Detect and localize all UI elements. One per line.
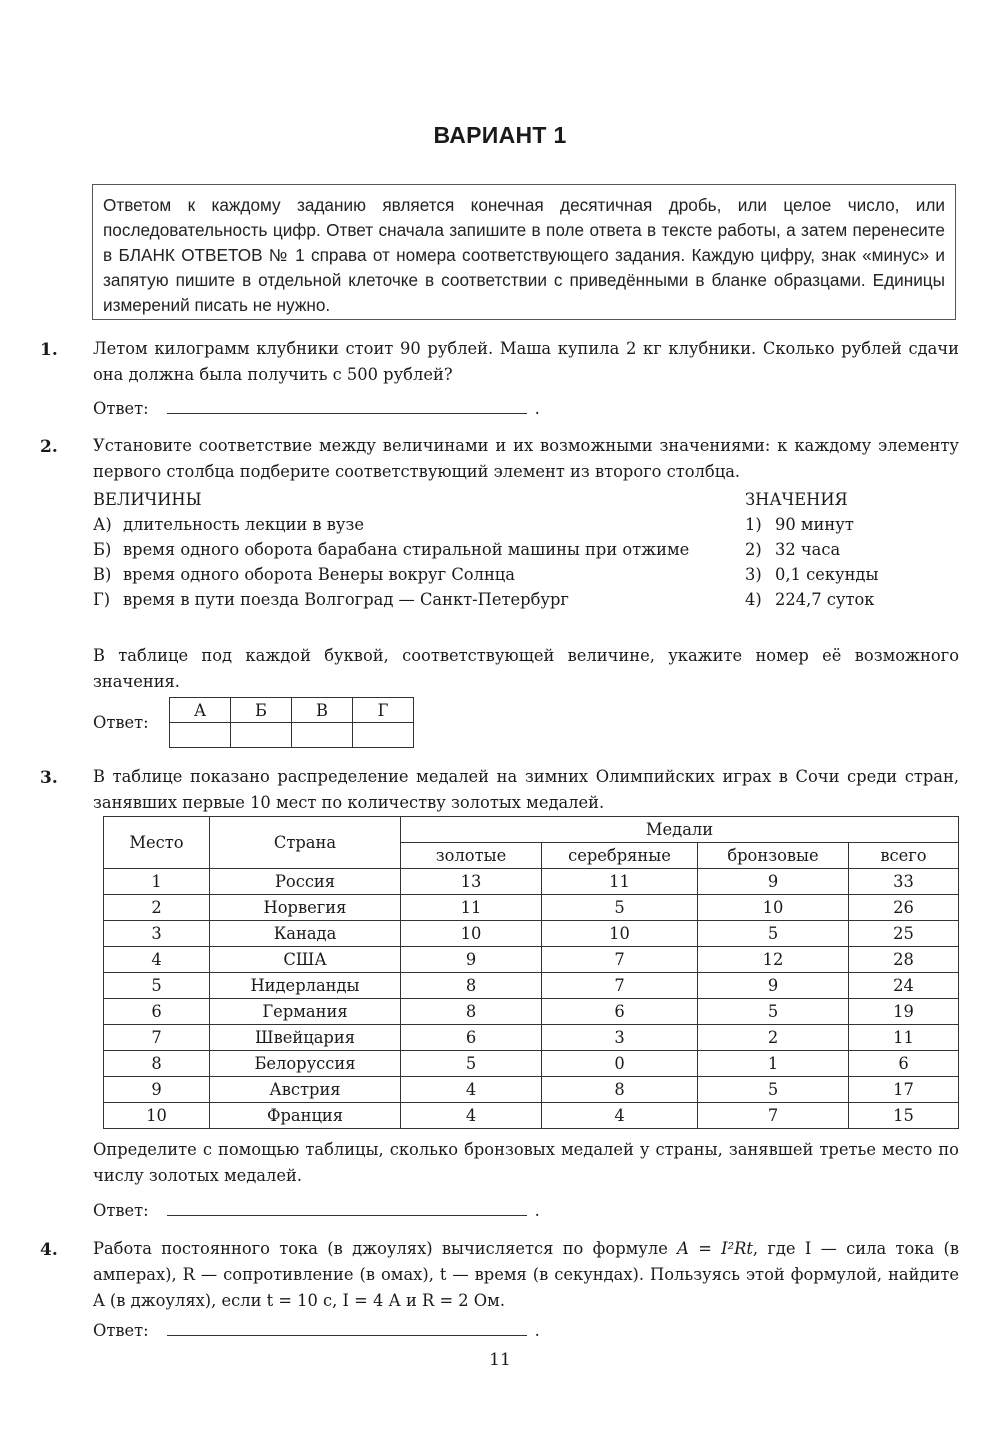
answer-letter-v: В <box>292 698 353 723</box>
page-title: ВАРИАНТ 1 <box>433 122 567 148</box>
question-number: 2. <box>40 437 58 457</box>
answer-cell-a[interactable] <box>170 723 231 748</box>
value-item: 3) 0,1 секунды <box>745 565 879 584</box>
question-text: Летом килограмм клубники стоит 90 рублей. Маша купила 2 кг клубники. Сколько рублей сдачи она должна была получить с 500 рублей? <box>93 339 959 384</box>
header-silver: серебряные <box>542 843 698 869</box>
table-row: 3 Канада 10 10 5 25 <box>104 921 959 947</box>
quantity-item: Г) время в пути поезда Волгоград — Санкт-Петербург <box>93 590 569 609</box>
answer-blank[interactable] <box>167 1321 527 1336</box>
answer-cell-v[interactable] <box>292 723 353 748</box>
answer-letter-b: Б <box>231 698 292 723</box>
table-row: 4 США 9 7 12 28 <box>104 947 959 973</box>
table-row: 8 Белоруссия 5 0 1 6 <box>104 1051 959 1077</box>
answer-blank[interactable] <box>167 1201 527 1216</box>
table-row: 10 Франция 4 4 7 15 <box>104 1103 959 1129</box>
table-row: 2 Норвегия 11 5 10 26 <box>104 895 959 921</box>
answer-field[interactable]: Ответ: . <box>93 1201 540 1220</box>
quantity-item: В) время одного оборота Венеры вокруг Солнца <box>93 565 515 584</box>
table-row: 7 Швейцария 6 3 2 11 <box>104 1025 959 1051</box>
table-row: 6 Германия 8 6 5 19 <box>104 999 959 1025</box>
answer-label: Ответ: <box>93 1321 149 1340</box>
table-row: 1 Россия 13 11 9 33 <box>104 869 959 895</box>
header-country: Страна <box>210 817 401 869</box>
instructions-box: Ответом к каждому заданию является конечная десятичная дробь, или целое число, или последовательность цифр. Ответ сначала запишите в поле ответа в тексте работы, а затем перенесите в БЛАНК ОТВЕТОВ № 1 справа от номера соответствующего задания. Каждую цифру, знак «минус» и запятую пишите в отдельной клеточке в соответствии с приведёнными в бланке образцами. Единицы измерений писать не нужно. <box>92 184 956 320</box>
question-text: Определите с помощью таблицы, сколько бронзовых медалей у страны, занявшей третье место по числу золотых медалей. <box>93 1140 959 1185</box>
value-item: 1) 90 минут <box>745 515 854 534</box>
header-gold: золотые <box>401 843 542 869</box>
formula: A = I²Rt <box>677 1239 753 1258</box>
answer-label: Ответ: <box>93 399 149 418</box>
answer-cell-b[interactable] <box>231 723 292 748</box>
header-total: всего <box>849 843 959 869</box>
table-row: 9 Австрия 4 8 5 17 <box>104 1077 959 1103</box>
value-item: 4) 224,7 суток <box>745 590 875 609</box>
quantity-item: Б) время одного оборота барабана стиральной машины при отжиме <box>93 540 690 559</box>
question-text: Работа постоянного тока (в джоулях) вычисляется по формуле A = I²Rt, где I — сила тока (в амперах), R — сопротивление (в омах), t — время (в секундах). Пользуясь этой формулой, найдите A (в джоулях), если t = 10 с, I = 4 А и R = 2 Ом. <box>93 1239 959 1310</box>
table-row: 5 Нидерланды 8 7 9 24 <box>104 973 959 999</box>
answer-letter-g: Г <box>353 698 414 723</box>
answer-letter-a: А <box>170 698 231 723</box>
answer-blank[interactable] <box>167 399 527 414</box>
question-number: 3. <box>40 768 58 788</box>
answer-label: Ответ: <box>93 1201 149 1220</box>
table-instruction: В таблице под каждой буквой, соответствующей величине, укажите номер её возможного значения. <box>93 646 959 691</box>
answer-label: Ответ: <box>93 713 149 732</box>
question-number: 1. <box>40 340 58 360</box>
question-text: В таблице показано распределение медалей на зимних Олимпийских играх в Сочи среди стран, занявших первые 10 мест по количеству золотых медалей. <box>93 767 959 812</box>
values-header: ЗНАЧЕНИЯ <box>745 490 848 509</box>
header-bronze: бронзовые <box>698 843 849 869</box>
answer-table-block <box>93 697 493 751</box>
header-medals: Медали <box>401 817 959 843</box>
answer-field[interactable]: Ответ: . <box>93 399 540 418</box>
values-column <box>745 487 965 612</box>
value-item: 2) 32 часа <box>745 540 841 559</box>
quantity-item: А) длительность лекции в вузе <box>93 515 364 534</box>
medals-table <box>103 816 959 1129</box>
answer-table <box>169 697 414 748</box>
question-text: Установите соответствие между величинами и их возможными значениями: к каждому элементу первого столбца подберите соответствующий элемент из второго столбца. <box>93 436 959 481</box>
header-place: Место <box>104 817 210 869</box>
question-number: 4. <box>40 1240 58 1260</box>
page-number: 11 <box>489 1350 511 1370</box>
quantities-column <box>93 487 703 612</box>
quantities-header: ВЕЛИЧИНЫ <box>93 490 202 509</box>
answer-field[interactable]: Ответ: . <box>93 1321 540 1340</box>
answer-cell-g[interactable] <box>353 723 414 748</box>
